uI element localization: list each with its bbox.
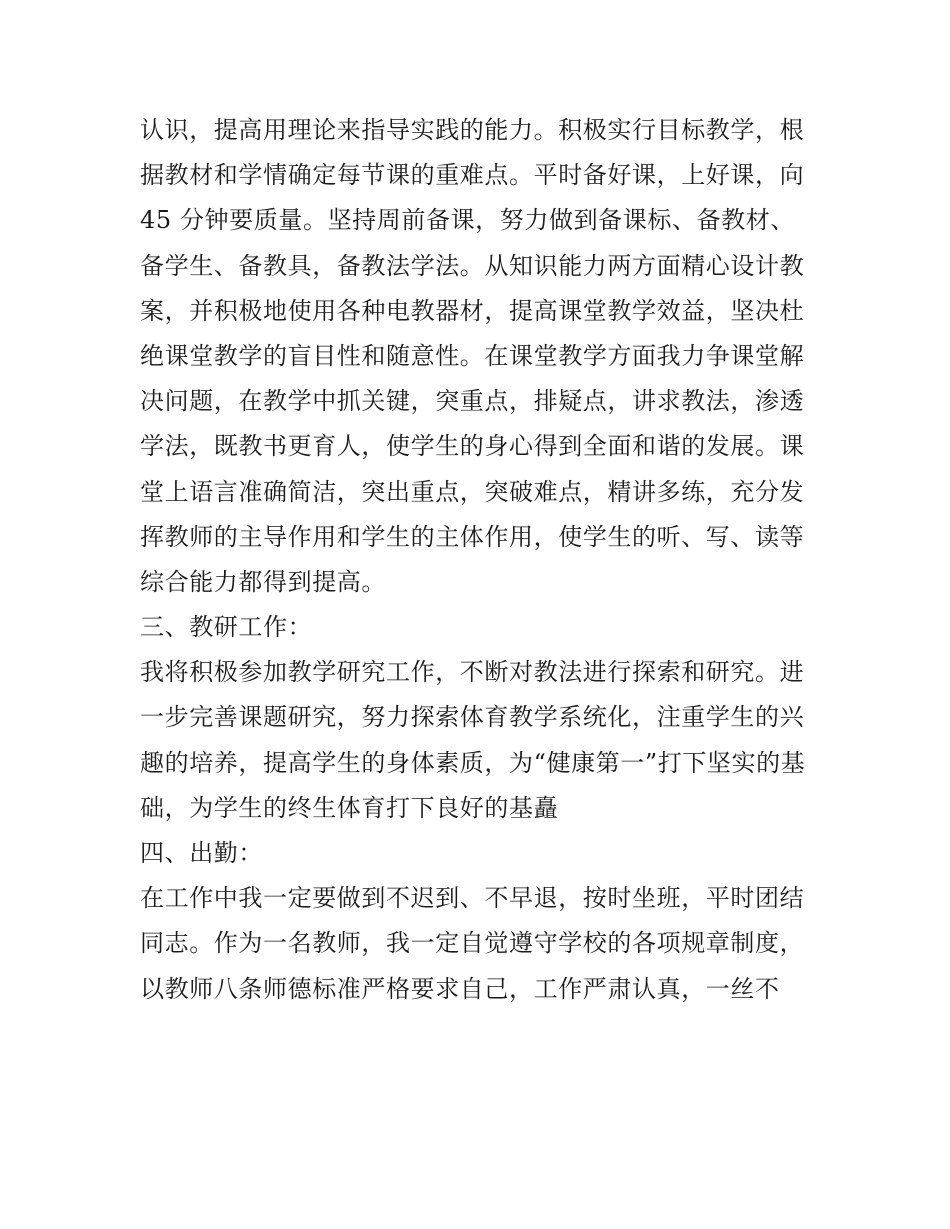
text-line: 决问题，在教学中抓关键，突重点，排疑点，讲求教法，渗透 [140,387,805,416]
text-line: 堂上语言准确简洁，突出重点，突破难点，精讲多练，充分发 [140,477,805,506]
text-line: 趣的培养，提高学生的身体素质，为“健康第一”打下坚实的基 [140,748,806,777]
document-body [140,108,820,1012]
text-line: 绝课堂教学的盲目性和随意性。在课堂教学方面我力争课堂解 [140,341,805,370]
text-line: 学法，既教书更育人，使学生的身心得到全面和谐的发展。课 [140,432,805,461]
text-line: 同志。作为一名教师，我一定自觉遵守学校的各项规章制度， [140,929,805,958]
text-line: 据教材和学情确定每节课的重难点。平时备好课，上好课，向 [140,161,805,190]
text-line: 挥教师的主导作用和学生的主体作用，使学生的听、写、读等 [140,522,805,551]
text-line: 认识，提高用理论来指导实践的能力。积极实行目标教学，根 [140,116,805,144]
text-line: 以教师八条师德标准严格要求自己，工作严肃认真，一丝不 [140,974,780,1003]
section-heading-research: 三、教研工作： [140,613,313,642]
text-line: 综合能力都得到提高。 [140,567,386,596]
section-heading-attendance: 四、出勤： [140,839,263,867]
text-line: 45 分钟要质量。坚持周前备课，努力做到备课标、备教材、 [140,206,795,235]
text-line: 在工作中我一定要做到不迟到、不早退，按时坐班，平时团结 [140,884,805,913]
text-line: 我将积极参加教学研究工作，不断对教法进行探索和研究。进 [140,658,805,687]
text-line: 一步完善课题研究，努力探索体育教学系统化，注重学生的兴 [140,703,805,732]
text-line: 备学生、备教具，备教法学法。从知识能力两方面精心设计教 [140,251,805,280]
text-line: 案，并积极地使用各种电教器材，提高课堂教学效益，坚决杜 [140,296,805,325]
text-line: 础，为学生的终生体育打下良好的基矗 [140,793,559,822]
